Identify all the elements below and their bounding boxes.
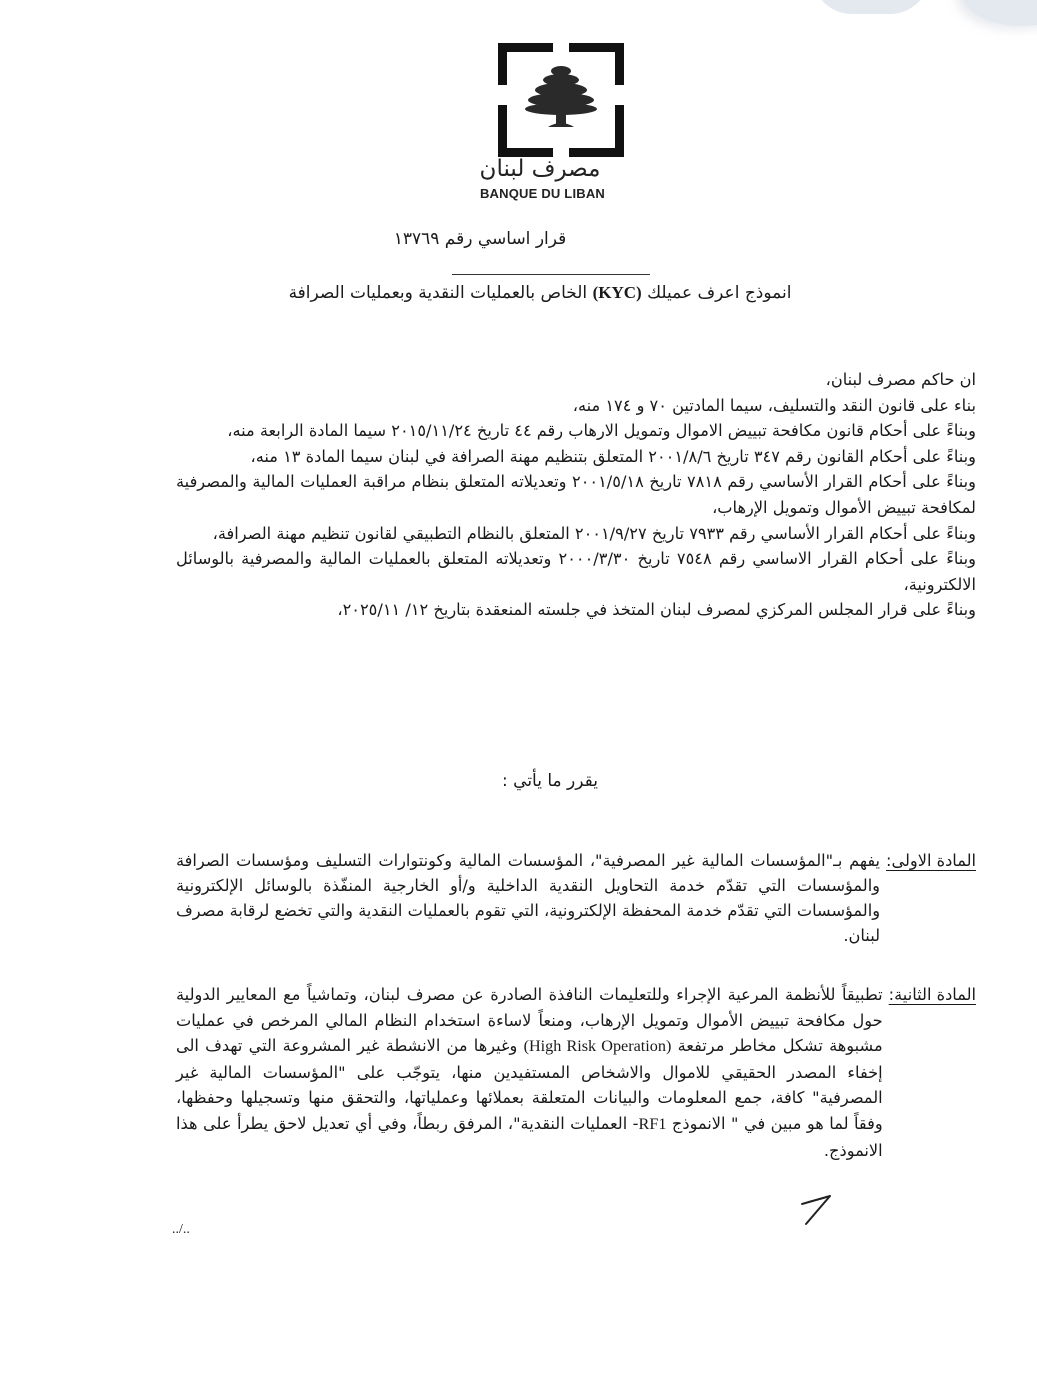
viewer-overlay-button <box>962 0 1037 26</box>
viewer-overlay-button <box>812 0 930 14</box>
decision-number: قرار اساسي رقم ١٣٧٦٩ <box>393 229 567 249</box>
preamble-line: وبناءً على أحكام القرار الأساسي رقم ٧٨١٨ تاريخ ٢٠٠١/٥/١٨ وتعديلاته المتعلق بنظام مراقبة العمليات المالية والمصرفية لمكافحة تبييض الأموال وتمويل الإرهاب، <box>176 472 976 517</box>
preamble-line: وبناءً على أحكام القانون رقم ٣٤٧ تاريخ ٢٠٠١/٨/٦ المتعلق بتنظيم مهنة الصرافة في لبنان سيما المادة ١٣ منه، <box>250 446 976 466</box>
title-prefix: انموذج اعرف عميلك <box>641 283 792 303</box>
continuation-mark: ../.. <box>172 1222 190 1237</box>
article-text-latin: (High Risk Operation) <box>523 1037 672 1056</box>
cedar-logo-icon <box>498 43 624 157</box>
title-suffix: الخاص بالعمليات النقدية وبعمليات الصرافة <box>288 283 593 303</box>
institution-name-arabic: مصرف لبنان <box>479 156 601 182</box>
article-2 <box>176 982 976 1163</box>
handwritten-initial-icon <box>798 1192 838 1228</box>
title-kyc: (KYC) <box>592 283 642 302</box>
preamble-line: وبناءً على أحكام قانون مكافحة تبييض الاموال وتمويل الارهاب رقم ٤٤ تاريخ ٢٠١٥/١١/٢٤ سيما المادة الرابعة منه، <box>227 421 976 441</box>
title-divider <box>452 274 650 275</box>
document-title <box>240 283 840 303</box>
preamble-line: ان حاكم مصرف لبنان، <box>825 370 976 389</box>
article-text-part: - العمليات النقدية"، المرفق ربطاً، وفي أي تعديل لاحق يطرأ على هذا الانموذج. <box>176 1113 883 1160</box>
decides-heading: يقرر ما يأتي : <box>502 771 598 791</box>
article-label: المادة الاولى: <box>886 851 976 870</box>
article-text <box>176 982 883 1163</box>
preamble-line: وبناءً على قرار المجلس المركزي لمصرف لبنان المتخذ في جلسته المنعقدة بتاريخ ١٢/ ٢٠٢٥/١١، <box>337 600 976 620</box>
preamble-line: وبناءً على أحكام القرار الأساسي رقم ٧٩٣٣ تاريخ ٢٠٠١/٩/٢٧ المتعلق بالنظام التطبيقي لقانون تنظيم مهنة الصرافة، <box>212 523 976 543</box>
article-label: المادة الثانية: <box>888 985 976 1004</box>
article-text-latin: RF1 <box>638 1114 667 1133</box>
preamble-line: وبناءً على أحكام القرار الاساسي رقم ٧٥٤٨ تاريخ ٢٠٠٠/٣/٣٠ وتعديلاته المتعلق بالعمليات المالية والمصرفية بالوسائل الالكترونية، <box>176 549 976 594</box>
institution-name-french: BANQUE DU LIBAN <box>479 186 606 201</box>
article-text: يفهم بـ"المؤسسات المالية غير المصرفية"، المؤسسات المالية وكونتوارات التسليف ومؤسسات الصرافة والمؤسسات التي تقدّم خدمة التحاويل النقدية الداخلية و/أو الخارجية المنفّذة بالوسائل الإلكترونية والمؤسسات التي تقدّم خدمة المحفظة الإلكترونية، التي تقوم بالعمليات النقدية والتي تخضع لرقابة مصرف لبنان. <box>176 851 881 945</box>
article-text-part: تطبيقاً للأنظمة المرعية الإجراء وللتعليمات النافذة الصادرة عن مصرف لبنان، وتماشياً مع المعايير الدولية حول مكافحة تبييض الأموال وتمويل الإرهاب، ومنعاً لاساءة استخدام النظام المالي المرخص في عمليات مشبوهة تشكل مخاطر مرتفعة <box>176 985 883 1056</box>
preamble <box>176 367 976 623</box>
article-1 <box>176 848 976 948</box>
preamble-line: بناء على قانون النقد والتسليف، سيما المادتين ٧٠ و ١٧٤ منه، <box>572 395 976 415</box>
article-text-part: وغيرها من الانشطة غير المشروعة التي تهدف الى إخفاء المصدر الحقيقي للاموال والاشخاص المستفيدين منها، يتوجّب على "المؤسسات المالية غير المصرفية" كافة، جمع المعلومات والبيانات المتعلقة بعملائها وعملياتها، والتحقق منها وتسجيلها وحفظها، وفقاً لما هو مبين في " الانموذج <box>176 1036 883 1133</box>
